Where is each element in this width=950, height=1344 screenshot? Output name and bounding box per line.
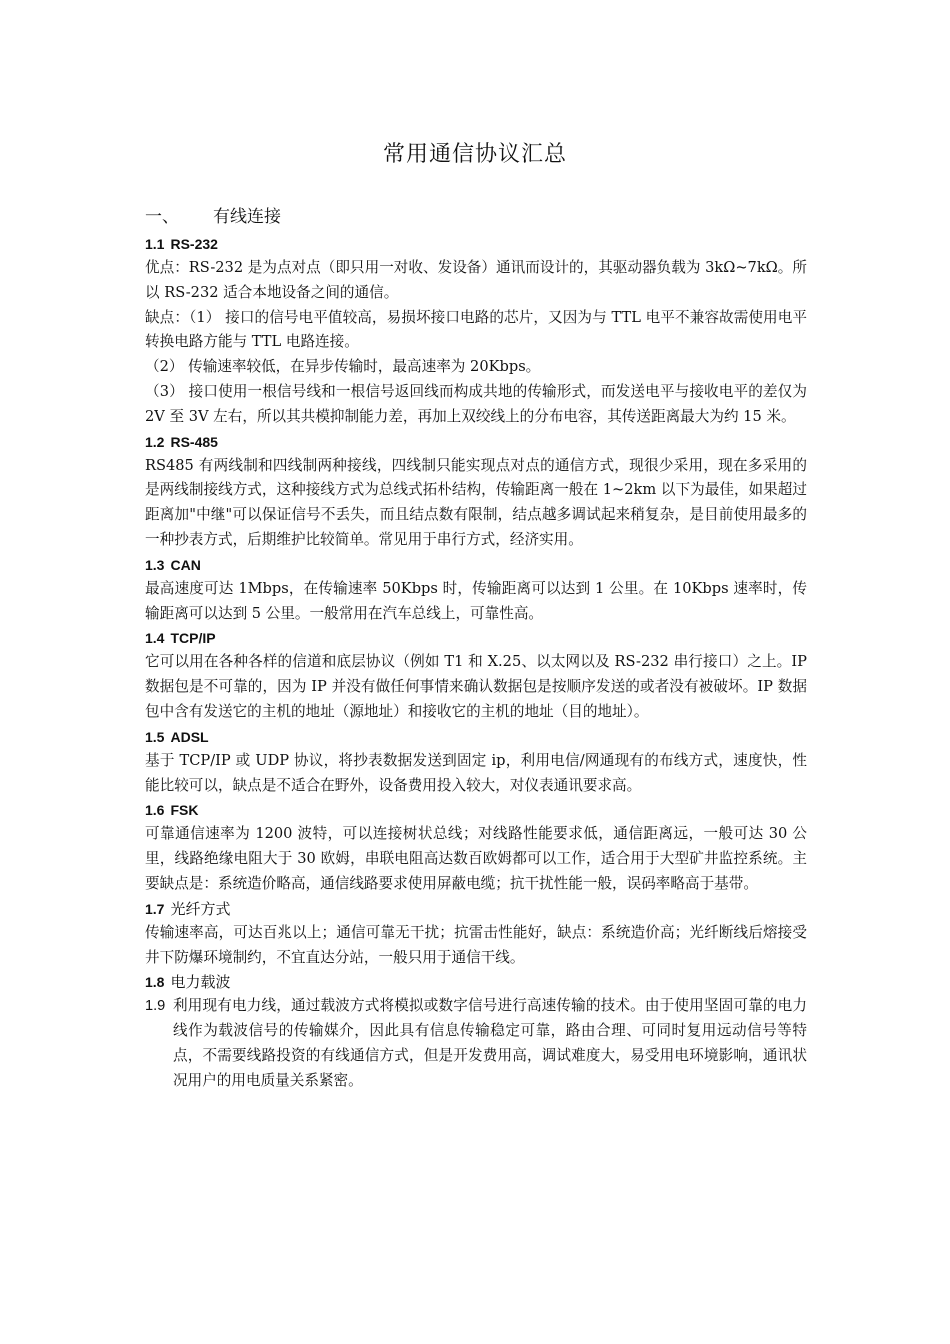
paragraph: 可靠通信速率为 1200 波特，可以连接树状总线；对线路性能要求低，通信距离远，一般可达 30 公里，线路绝缘电阻大于 30 欧姆，串联电阻高达数百欧姆都可以工作，适合用于大型矿井监控系统。主要缺点是：系统造价略高，通信线路要求使用屏蔽电缆；抗干扰性能一般，误码率略高于基带。 (145, 825, 807, 892)
section-power-line-carrier (145, 970, 807, 994)
paragraph: RS485 有两线制和四线制两种接线，四线制只能实现点对点的通信方式，现很少采用，现在多采用的是两线制接线方式，这种接线方式为总线式拓朴结构，传输距离一般在 1~2km 以下为最佳，如果超过距离加"中继"可以保证信号不丢失，而且结点数有限制，结点越多调试起来稍复杂，是目前使用最多的一种抄表方式，后期维护比较简单。常见用于串行方式，经济实用。 (145, 456, 807, 548)
section-title: FSK (170, 802, 199, 819)
section-optical-fiber (145, 897, 807, 971)
item-text: 利用现有电力线，通过载波方式将模拟或数字信号进行高速传输的技术。由于使用坚固可靠的电力线作为载波信号的传输媒介，因此具有信息传输稳定可靠，路由合理、可同时复用远动信号等特点，不需要线路投资的有线通信方式，但是开发费用高，调试难度大，易受用电环境影响，通讯状况用户的用电质量关系紧密。 (173, 997, 807, 1089)
section-tcpip (145, 626, 807, 724)
section-heading (145, 553, 807, 577)
paragraph: 传输速率高，可达百兆以上；通信可靠无干扰；抗雷击性能好，缺点：系统造价高；光纤断线后熔接受井下防爆环境制约，不宜直达分站，一般只用于通信干线。 (145, 923, 807, 966)
section-rs485 (145, 430, 807, 553)
section-can (145, 553, 807, 627)
section-heading (145, 897, 807, 921)
section-number: 1.8 (145, 974, 165, 991)
section-number: 1.3 (145, 556, 165, 573)
section-heading (145, 626, 807, 650)
section-title: 电力载波 (170, 973, 231, 992)
section-heading (145, 970, 807, 994)
section-title: CAN (170, 556, 201, 573)
paragraph: 它可以用在各种各样的信道和底层协议（例如 T1 和 X.25、以太网以及 RS-232 串行接口）之上。IP 数据包是不可靠的，因为 IP 并没有做任何事情来确认数据包是按顺序发送的或者没有被破坏。IP 数据包中含有发送它的主机的地址（源地址）和接收它的主机的地址（目的地址）。 (145, 653, 807, 720)
paragraph: （3） 接口使用一根信号线和一根信号返回线而构成共地的传输形式，而发送电平与接收电平的差仅为 2V 至 3V 左右，所以其共模抑制能力差，再加上双绞线上的分布电容，其传送距离最大为约 15 米。 (145, 382, 807, 425)
section-number: 1.7 (145, 900, 165, 917)
chapter-label: 有线连接 (213, 207, 281, 227)
paragraph: 基于 TCP/IP 或 UDP 协议，将抄表数据发送到固定 ip，利用电信/网通现有的布线方式，速度快，性能比较可以，缺点是不适合在野外，设备费用投入较大，对仪表通讯要求高。 (145, 751, 807, 794)
section-title: ADSL (170, 728, 209, 745)
section-title: TCP/IP (170, 630, 216, 647)
chapter-heading (145, 203, 281, 231)
section-adsl (145, 725, 807, 799)
numbered-item (145, 994, 807, 1093)
section-rs232 (145, 232, 807, 430)
section-heading (145, 430, 807, 454)
section-number: 1.1 (145, 236, 165, 252)
section-number: 1.2 (145, 433, 165, 450)
section-heading (145, 725, 807, 749)
chapter-number: 一、 (145, 207, 179, 227)
section-number: 1.6 (145, 802, 165, 819)
paragraph: 缺点：（1） 接口的信号电平值较高，易损坏接口电路的芯片，又因为与 TTL 电平不兼容故需使用电平转换电路方能与 TTL 电路连接。 (145, 308, 807, 351)
paragraph: 最高速度可达 1Mbps，在传输速率 50Kbps 时，传输距离可以达到 1 公里。在 10Kbps 速率时，传输距离可以达到 5 公里。一般常用在汽车总线上，可靠性高。 (145, 579, 807, 622)
page-title: 常用通信协议汇总 (382, 142, 567, 167)
document-body (145, 232, 807, 1094)
item-number: 1.9 (145, 998, 166, 1015)
section-title: RS-485 (170, 433, 218, 450)
paragraph: 优点：RS-232 是为点对点（即只用一对收、发设备）通讯而设计的，其驱动器负载为 3kΩ~7kΩ。所以 RS-232 适合本地设备之间的通信。 (145, 259, 807, 301)
section-number: 1.4 (145, 630, 165, 647)
section-fsk (145, 798, 807, 896)
paragraph: （2） 传输速率较低，在异步传输时，最高速率为 20Kbps。 (145, 358, 541, 376)
section-title: RS-232 (170, 236, 218, 252)
section-number: 1.5 (145, 728, 165, 745)
section-heading (145, 798, 807, 822)
section-title: 光纤方式 (170, 899, 231, 918)
section-heading (145, 232, 807, 256)
